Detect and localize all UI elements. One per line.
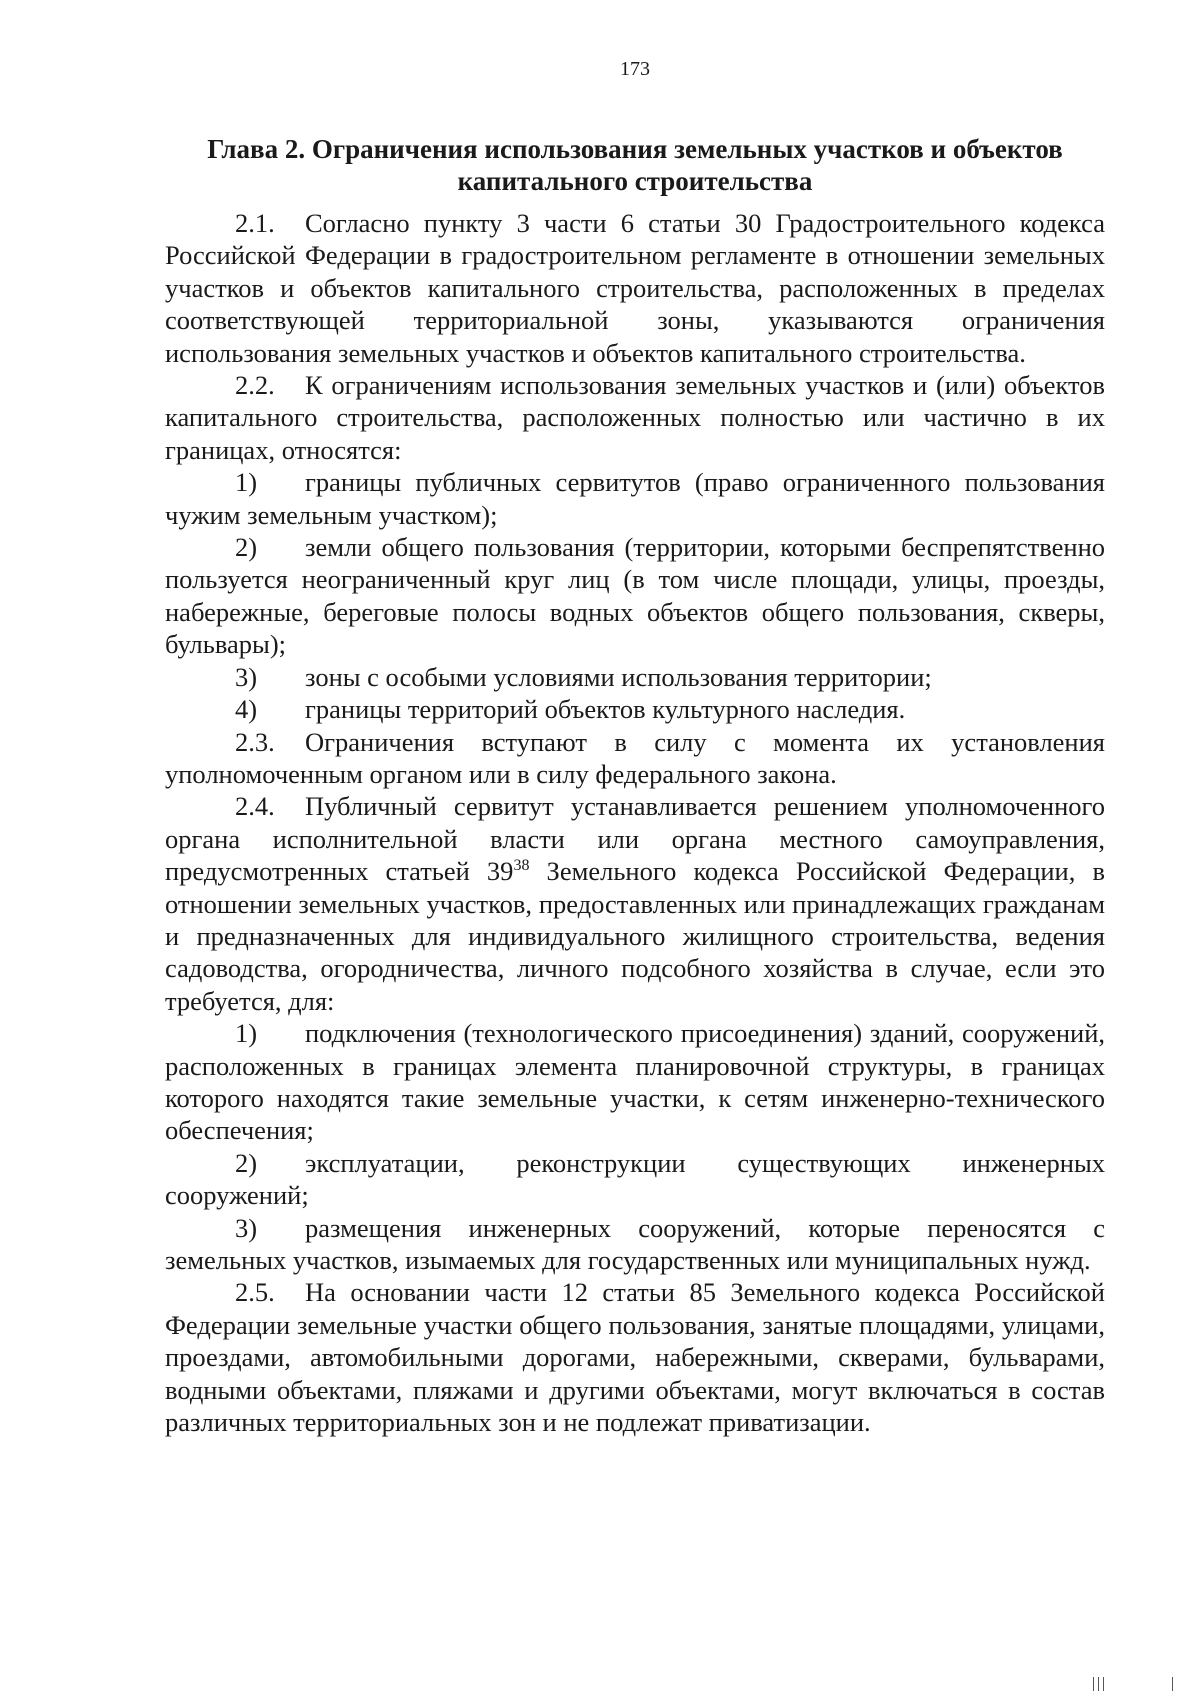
- scan-artifact: [1098, 1677, 1099, 1691]
- paragraph-number: 2.5.: [235, 1277, 275, 1308]
- paragraph-number: 2.2.: [235, 370, 275, 401]
- list-item-2: [165, 1147, 1105, 1212]
- list-item-4: [165, 693, 1105, 725]
- paragraph-2-2: [165, 369, 1105, 466]
- list-text: границы публичных сервитутов (право ограниченного пользования чужим земельным участком);: [165, 467, 1105, 530]
- list-item-3: [165, 661, 1105, 693]
- list-text: зоны с особыми условиями использования территории;: [305, 661, 932, 692]
- chapter-heading: Глава 2. Ограничения использования земельных участков и объектов капитального строительства: [207, 134, 1063, 196]
- list-item-3: [165, 1212, 1105, 1277]
- paragraph-2-5: [165, 1276, 1105, 1438]
- page-number: 173: [620, 58, 650, 80]
- list-number: 3): [235, 1212, 258, 1243]
- list-text: эксплуатации, реконструкции существующих инженерных сооружений;: [165, 1147, 1105, 1211]
- document-body: [165, 207, 1105, 1438]
- scan-artifact: [1172, 1677, 1173, 1691]
- list-number: 2): [235, 1147, 258, 1178]
- list-item-1: [165, 1017, 1105, 1147]
- scan-artifact: [1093, 1677, 1094, 1691]
- list-number: 1): [235, 1018, 258, 1049]
- list-number: 3): [235, 661, 258, 692]
- list-number: 2): [235, 532, 258, 563]
- paragraph-number: 2.4.: [235, 791, 275, 822]
- paragraph-text: Ограничения вступают в силу с момента их установления уполномоченным органом или в силу федерального закона.: [165, 726, 1105, 789]
- paragraph-text: Согласно пункту 3 части 6 статьи 30 Градостроительного кодекса Российской Федерации в градостроительном регламенте в отношении земельных участков и объектов капитального строительства, расположенных в пределах соответствующей территориальной зоны, указываются ограничения использования земельных участков и объектов капитального строительства.: [165, 208, 1105, 368]
- superscript: 38: [513, 857, 530, 875]
- paragraph-2-1: [165, 207, 1105, 369]
- paragraph-number: 2.1.: [235, 208, 275, 238]
- scan-artifact: [1103, 1677, 1104, 1691]
- list-number: 1): [235, 467, 258, 498]
- list-text: границы территорий объектов культурного наследия.: [305, 694, 906, 725]
- paragraph-text-before: Публичный сервитут устанавливается решением уполномоченного органа исполнительной власти или органа местного самоуправления, предусмотренных статьей 39: [165, 791, 1105, 887]
- list-text: подключения (технологического присоединения) зданий, сооружений, расположенных в границах элемента планировочной структуры, в границах которого находятся такие земельные участки, к сетям инженерно-технического обеспечения;: [165, 1018, 1105, 1146]
- list-item-1: [165, 466, 1105, 531]
- paragraph-text: На основании части 12 статьи 85 Земельного кодекса Российской Федерации земельные участки общего пользования, занятые площадями, улицами, проездами, автомобильными дорогами, набережными, скверами, бульварами, водными объектами, пляжами и другими объектами, могут включаться в состав различных территориальных зон и не подлежат приватизации.: [165, 1277, 1105, 1438]
- paragraph-2-3: [165, 726, 1105, 791]
- paragraph-text-after: Земельного кодекса Российской Федерации, в отношении земельных участков, предоставленных или принадлежащих гражданам и предназначенных для индивидуального жилищного строительства, ведения садоводства, огородничества, личного подсобного хозяйства в случае, если это требуется, для:: [165, 856, 1105, 1016]
- paragraph-2-4: [165, 790, 1105, 1017]
- paragraph-text: К ограничениям использования земельных участков и (или) объектов капитального строительства, расположенных полностью или частично в их границах, относятся:: [165, 370, 1105, 465]
- list-item-2: [165, 531, 1105, 661]
- list-text: размещения инженерных сооружений, которые переносятся с земельных участков, изымаемых для государственных или муниципальных нужд.: [165, 1212, 1105, 1275]
- list-number: 4): [235, 694, 258, 725]
- paragraph-number: 2.3.: [235, 726, 275, 757]
- list-text: земли общего пользования (территории, которыми беспрепятственно пользуется неограниченный круг лиц (в том числе площади, улицы, проезды, набережные, береговые полосы водных объектов общего пользования, скверы, бульвары);: [165, 532, 1105, 660]
